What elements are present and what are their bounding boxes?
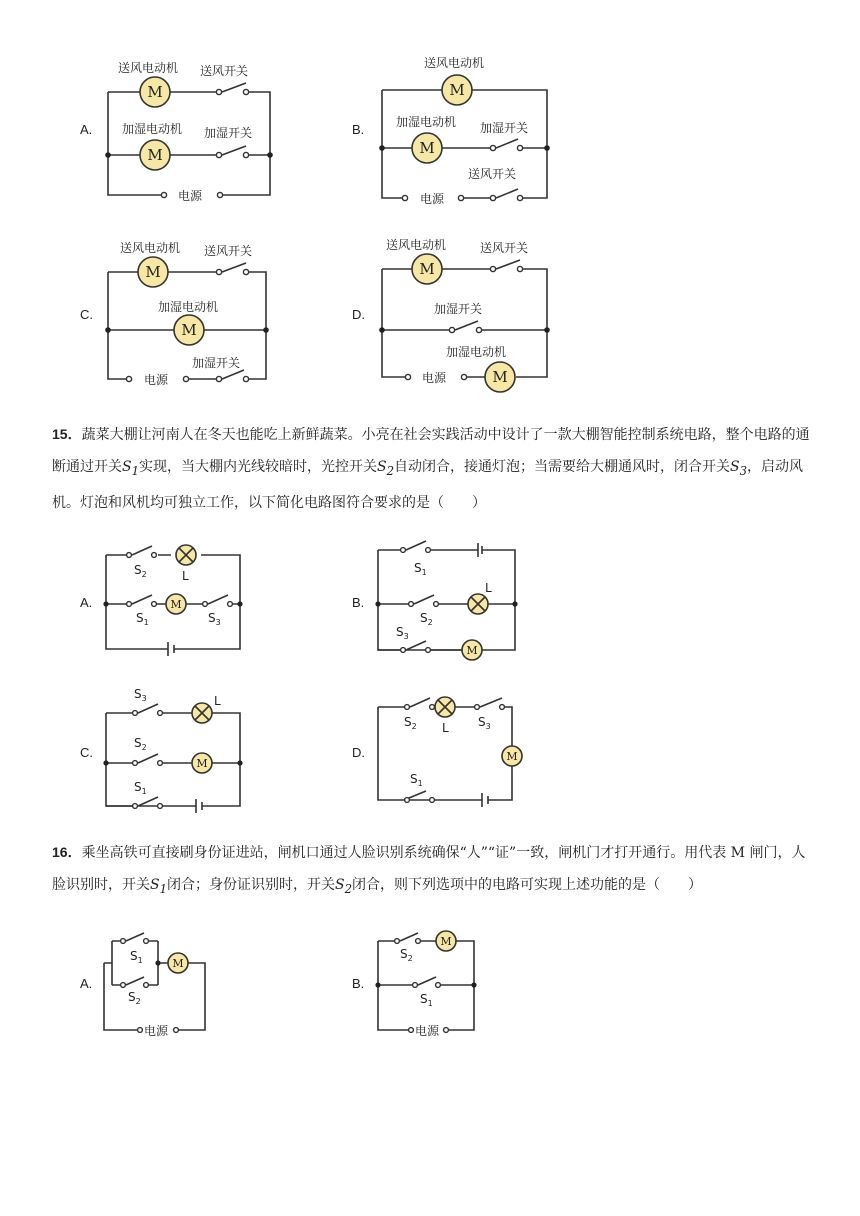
humid-motor-label: 加湿电动机	[122, 122, 183, 136]
svg-text:S1: $S_1$	[420, 992, 433, 1008]
q14-circuit-a	[100, 55, 280, 210]
q14-circuit-d	[372, 232, 562, 394]
humid-switch-label: 加湿开关	[204, 126, 253, 140]
q16-question-text: 16．乘坐高铁可直接刷身份证进站，闸机口通过人脸识别系统确保“人”“证”一致，闸机门才打开通行。用代表 M 闸门，人脸识别时，开关$S_1$闭合；身份证识别时，开关$S_2$闭合，则下列选项中的电路可实现上述功能的是（ ）	[52, 844, 806, 896]
power-label: 电源	[415, 1024, 440, 1038]
humid-motor-label: 加湿电动机	[446, 345, 507, 359]
svg-text:M: M	[145, 263, 161, 281]
battery-icon	[168, 642, 174, 656]
svg-text:M: M	[449, 81, 465, 99]
q16-circuit-b	[370, 928, 485, 1038]
svg-text:L: L	[214, 694, 221, 708]
q15-circuit-a	[98, 538, 248, 658]
svg-text:M: M	[147, 146, 163, 164]
q16-number: 16．	[52, 844, 82, 860]
battery-icon	[478, 543, 482, 557]
power-label: 电源	[178, 189, 203, 203]
humid-switch-label: 加湿开关	[434, 302, 483, 316]
svg-text:S3: $S_3$	[478, 715, 491, 731]
svg-text:S1: $S_1$	[410, 772, 423, 788]
svg-text:M: M	[147, 83, 163, 101]
fan-motor-label: 送风电动机	[424, 56, 485, 70]
q16-circuit-a	[98, 928, 218, 1038]
q14-option-a-label[interactable]: A.	[80, 122, 93, 137]
svg-text:M: M	[419, 139, 435, 157]
fan-switch-label: 送风开关	[204, 244, 253, 258]
svg-text:M: M	[466, 644, 478, 657]
fan-motor-label: 送风电动机	[386, 238, 447, 252]
q15-number: 15．	[52, 426, 82, 442]
fan-switch-label: 送风开关	[200, 64, 249, 78]
q15-circuit-d	[370, 690, 530, 808]
svg-text:S2: $S_2$	[128, 990, 141, 1006]
svg-text:M: M	[172, 957, 184, 970]
svg-text:S1: $S_1$	[414, 561, 427, 577]
svg-text:M: M	[181, 321, 197, 339]
power-label: 电源	[422, 371, 447, 385]
svg-text:S2: $S_2$	[420, 611, 433, 627]
svg-text:M: M	[440, 935, 452, 948]
svg-text:M: M	[170, 598, 182, 611]
q15-option-b-label[interactable]: B.	[352, 595, 365, 610]
svg-text:S2: $S_2$	[134, 736, 147, 752]
svg-text:M: M	[492, 368, 508, 386]
svg-text:S3: $S_3$	[208, 611, 221, 627]
q14-option-c-label[interactable]: C.	[80, 307, 93, 322]
q15-option-c-label[interactable]: C.	[80, 745, 93, 760]
q14-option-b-label[interactable]: B.	[352, 122, 365, 137]
svg-text:M: M	[196, 757, 208, 770]
q15-question-text: 15．蔬菜大棚让河南人在冬天也能吃上新鲜蔬菜。小亮在社会实践活动中设计了一款大棚智能控制系统电路，整个电路的通断通过开关$S_1$实现，当大棚内光线较暗时，光控开关$S_2$自动闭合，接通灯泡；当需要给大棚通风时，闭合开关$S_3$，启动风机。灯泡和风机均可独立工作，以下简化电路图符合要求的是（ ）	[52, 426, 810, 511]
power-label: 电源	[144, 1024, 169, 1038]
fan-motor-label: 送风电动机	[120, 241, 181, 255]
svg-text:S2: $S_2$	[400, 947, 413, 963]
fan-switch-label: 送风开关	[468, 167, 517, 181]
humid-switch-label: 加湿开关	[480, 121, 529, 135]
q15-circuit-b	[370, 538, 530, 663]
battery-icon	[196, 799, 202, 813]
power-label: 电源	[144, 373, 169, 387]
svg-text:S3: $S_3$	[134, 687, 147, 703]
svg-text:S2: $S_2$	[404, 715, 417, 731]
battery-icon	[482, 793, 488, 807]
svg-text:M: M	[506, 750, 518, 763]
lamp-label: L	[182, 569, 189, 583]
q15-option-d-label[interactable]: D.	[352, 745, 365, 760]
q16-option-b-label[interactable]: B.	[352, 976, 365, 991]
q14-circuit-b	[372, 50, 562, 210]
svg-text:S1: $S_1$	[130, 949, 143, 965]
q16-option-a-label[interactable]: A.	[80, 976, 93, 991]
humid-motor-label: 加湿电动机	[396, 115, 457, 129]
switch-label: $S_2$	[134, 563, 147, 579]
q15-circuit-c	[98, 684, 248, 814]
svg-text:L: L	[442, 721, 449, 735]
svg-text:S1: $S_1$	[136, 611, 149, 627]
humid-switch-label: 加湿开关	[192, 356, 241, 370]
q15-option-a-label[interactable]: A.	[80, 595, 93, 610]
power-label: 电源	[420, 192, 445, 206]
svg-text:M: M	[419, 260, 435, 278]
svg-text:S3: $S_3$	[396, 625, 409, 641]
fan-motor-label: 送风电动机	[118, 61, 179, 75]
humid-motor-label: 加湿电动机	[158, 300, 219, 314]
svg-text:S1: $S_1$	[134, 780, 147, 796]
fan-switch-label: 送风开关	[480, 241, 529, 255]
q14-circuit-c	[100, 235, 280, 390]
svg-text:L: L	[485, 581, 492, 595]
q14-option-d-label[interactable]: D.	[352, 307, 365, 322]
